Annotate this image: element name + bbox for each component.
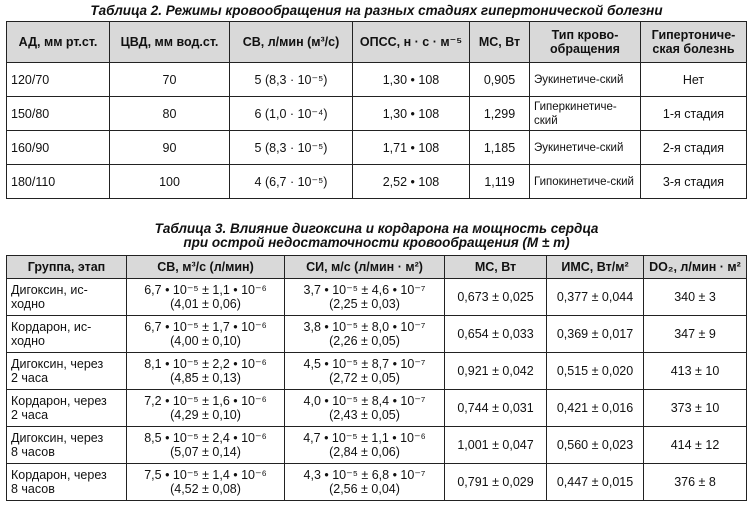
table-cell: 0,369 ± 0,017 — [547, 316, 644, 353]
table-cell — [7, 279, 127, 316]
table2-caption-line1: Таблица 3. Влияние дигоксина и кордарона на мощность сердца — [154, 221, 599, 236]
table-row — [7, 390, 747, 427]
table-cell — [7, 464, 127, 501]
cell-line: 8 часов — [11, 445, 55, 459]
table2-header: СВ, м³/с (л/мин) — [127, 256, 285, 279]
table-cell: 1,299 — [470, 97, 530, 131]
table-cell: 6 (1,0 · 10⁻⁴) — [230, 97, 353, 131]
table-row — [7, 427, 747, 464]
table2-caption-line2: при острой недостаточности кровообращения (М ± m) — [183, 235, 570, 250]
cell-line: 3,7 • 10⁻⁵ ± 4,6 • 10⁻⁷ — [303, 283, 426, 297]
table-cell: 373 ± 10 — [644, 390, 747, 427]
cell-line: 7,2 • 10⁻⁵ ± 1,6 • 10⁻⁶ — [144, 394, 267, 408]
table-row — [7, 131, 747, 165]
table-cell: 4 (6,7 · 10⁻⁵) — [230, 165, 353, 199]
cell-line: 4,0 • 10⁻⁵ ± 8,4 • 10⁻⁷ — [303, 394, 426, 408]
table-cell: 90 — [110, 131, 230, 165]
table-cell: 180/110 — [7, 165, 110, 199]
cell-line: 8 часов — [11, 482, 55, 496]
table-cell — [285, 390, 445, 427]
table1-header: СВ, л/мин (м³/с) — [230, 22, 353, 63]
table-row — [7, 316, 747, 353]
table-cell — [7, 427, 127, 464]
cell-line: (2,84 ± 0,06) — [329, 445, 400, 459]
table-row — [7, 63, 747, 97]
table-row — [7, 279, 747, 316]
table-cell: 1-я стадия — [641, 97, 747, 131]
table-cell: 70 — [110, 63, 230, 97]
cell-line: Кордарон, через — [11, 394, 107, 408]
table-cell — [7, 353, 127, 390]
table-cell: 1,119 — [470, 165, 530, 199]
cell-line: 2 часа — [11, 371, 49, 385]
table-cell: 347 ± 9 — [644, 316, 747, 353]
cell-line: 6,7 • 10⁻⁵ ± 1,1 • 10⁻⁶ — [144, 283, 267, 297]
table-cell — [285, 316, 445, 353]
table-cell: 0,791 ± 0,029 — [445, 464, 547, 501]
table-cell: 5 (8,3 · 10⁻⁵) — [230, 131, 353, 165]
table-cell — [127, 279, 285, 316]
cell-line: ходно — [11, 297, 45, 311]
cell-line: 7,5 • 10⁻⁵ ± 1,4 • 10⁻⁶ — [144, 468, 267, 482]
table-cell — [285, 464, 445, 501]
table2-header: МС, Вт — [445, 256, 547, 279]
table-cell — [7, 316, 127, 353]
cell-line: (5,07 ± 0,14) — [170, 445, 241, 459]
table-cell: 1,30 • 108 — [353, 97, 470, 131]
table-cell: 0,905 — [470, 63, 530, 97]
table-cell: 0,447 ± 0,015 — [547, 464, 644, 501]
table-cell: 5 (8,3 · 10⁻⁵) — [230, 63, 353, 97]
table1-header: Тип крово-обращения — [530, 22, 641, 63]
table-cell: 80 — [110, 97, 230, 131]
cell-line: (2,26 ± 0,05) — [329, 334, 400, 348]
table-cell: 0,421 ± 0,016 — [547, 390, 644, 427]
cell-line: (4,85 ± 0,13) — [170, 371, 241, 385]
table-cell: 2-я стадия — [641, 131, 747, 165]
table-cell: 0,744 ± 0,031 — [445, 390, 547, 427]
table1-header: ЦВД, мм вод.ст. — [110, 22, 230, 63]
cell-line: (4,00 ± 0,10) — [170, 334, 241, 348]
table-digoxin-cordarone — [6, 255, 747, 501]
table-cell: 376 ± 8 — [644, 464, 747, 501]
table-cell — [285, 427, 445, 464]
table-cell: 0,377 ± 0,044 — [547, 279, 644, 316]
table-cell: 3-я стадия — [641, 165, 747, 199]
table-cell: 1,185 — [470, 131, 530, 165]
table1-caption: Таблица 2. Режимы кровообращения на разных стадиях гипертонической болезни — [90, 3, 663, 18]
table-cell: 100 — [110, 165, 230, 199]
table-cell: 0,921 ± 0,042 — [445, 353, 547, 390]
table2-caption — [0, 222, 753, 250]
cell-line: Кордарон, ис- — [11, 320, 92, 334]
table1-header: Гипертониче-ская болезнь — [641, 22, 747, 63]
table-cell — [127, 427, 285, 464]
cell-line: (4,29 ± 0,10) — [170, 408, 241, 422]
cell-line: (4,01 ± 0,06) — [170, 297, 241, 311]
table2-header: Группа, этап — [7, 256, 127, 279]
cell-line: (2,72 ± 0,05) — [329, 371, 400, 385]
table-cell: Эукинетиче-ский — [530, 131, 641, 165]
table-cell: 2,52 • 108 — [353, 165, 470, 199]
table2-header: СИ, м/с (л/мин · м²) — [285, 256, 445, 279]
table-row — [7, 165, 747, 199]
table-cell — [285, 353, 445, 390]
table-cell — [127, 353, 285, 390]
cell-line: Кордарон, через — [11, 468, 107, 482]
cell-line: 2 часа — [11, 408, 49, 422]
cell-line: Дигоксин, через — [11, 357, 104, 371]
cell-line: 4,7 • 10⁻⁵ ± 1,1 • 10⁻⁶ — [303, 431, 426, 445]
cell-line: 4,5 • 10⁻⁵ ± 8,7 • 10⁻⁷ — [303, 357, 426, 371]
cell-line: Дигоксин, через — [11, 431, 104, 445]
cell-line: 4,3 • 10⁻⁵ ± 6,8 • 10⁻⁷ — [303, 468, 426, 482]
table-cell: Гиперкинетиче-ский — [530, 97, 641, 131]
cell-line: 6,7 • 10⁻⁵ ± 1,7 • 10⁻⁶ — [144, 320, 267, 334]
table-cell: Гипокинетиче-ский — [530, 165, 641, 199]
table-row — [7, 353, 747, 390]
cell-line: ходно — [11, 334, 45, 348]
table-cell: 0,515 ± 0,020 — [547, 353, 644, 390]
table-cell: 414 ± 12 — [644, 427, 747, 464]
table-cell — [285, 279, 445, 316]
cell-line: 8,5 • 10⁻⁵ ± 2,4 • 10⁻⁶ — [144, 431, 267, 445]
table-row — [7, 97, 747, 131]
table-cell: 1,30 • 108 — [353, 63, 470, 97]
table-row — [7, 464, 747, 501]
cell-line: 3,8 • 10⁻⁵ ± 8,0 • 10⁻⁷ — [303, 320, 426, 334]
table-cell: 120/70 — [7, 63, 110, 97]
table-cell: 413 ± 10 — [644, 353, 747, 390]
table-cell: 340 ± 3 — [644, 279, 747, 316]
table-cell: 0,654 ± 0,033 — [445, 316, 547, 353]
table1-header: АД, мм рт.ст. — [7, 22, 110, 63]
cell-line: (2,56 ± 0,04) — [329, 482, 400, 496]
table-cell — [127, 390, 285, 427]
cell-line: (4,52 ± 0,08) — [170, 482, 241, 496]
table-hypertension-regimes — [6, 21, 747, 199]
cell-line: (2,43 ± 0,05) — [329, 408, 400, 422]
table1-header: МС, Вт — [470, 22, 530, 63]
table-cell: Нет — [641, 63, 747, 97]
table-cell: 1,71 • 108 — [353, 131, 470, 165]
table2-header: ИМС, Вт/м² — [547, 256, 644, 279]
table-cell: 1,001 ± 0,047 — [445, 427, 547, 464]
table-cell: Эукинетиче-ский — [530, 63, 641, 97]
table-cell: 160/90 — [7, 131, 110, 165]
table2-header-row — [7, 256, 747, 279]
cell-line: 8,1 • 10⁻⁵ ± 2,2 • 10⁻⁶ — [144, 357, 267, 371]
table-cell: 0,673 ± 0,025 — [445, 279, 547, 316]
table2-header: DO₂, л/мин · м² — [644, 256, 747, 279]
table-cell — [7, 390, 127, 427]
table-cell: 150/80 — [7, 97, 110, 131]
cell-line: Дигоксин, ис- — [11, 283, 88, 297]
table-cell — [127, 464, 285, 501]
table1-header-row — [7, 22, 747, 63]
table-cell — [127, 316, 285, 353]
cell-line: (2,25 ± 0,03) — [329, 297, 400, 311]
table-cell: 0,560 ± 0,023 — [547, 427, 644, 464]
table1-header: ОПСС, н · с · м⁻⁵ — [353, 22, 470, 63]
